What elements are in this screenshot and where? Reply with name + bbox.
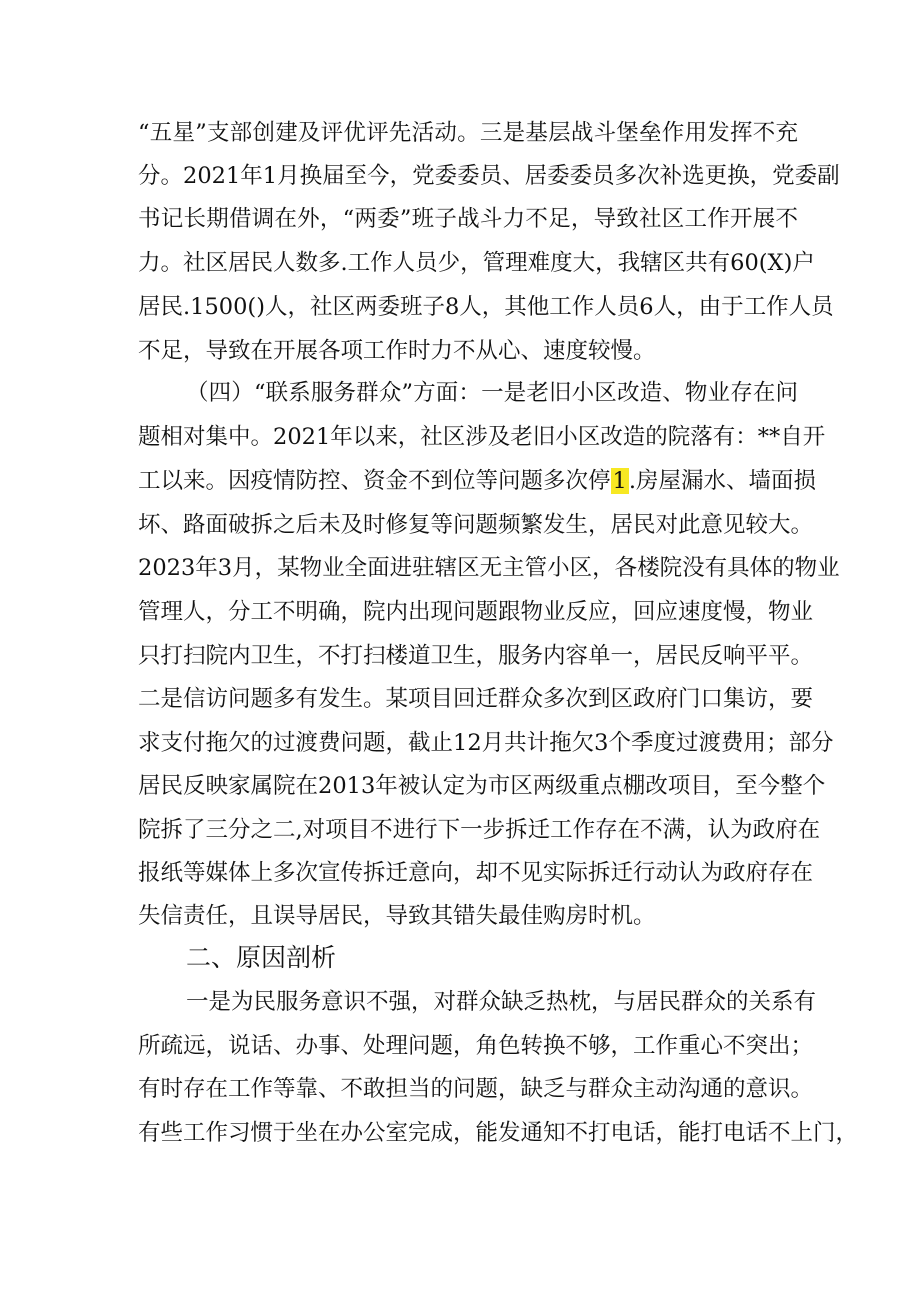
paragraph-line: 分。2021年1月换届至今，党委委员、居委委员多次补选更换，党委副 (138, 163, 840, 189)
paragraph-line: 有时存在工作等靠、不敢担当的问题，缺乏与群众主动沟通的意识。 (138, 1076, 814, 1102)
paragraph-line: 书记长期借调在外，“两委”班子战斗力不足，导致社区工作开展不 (138, 206, 798, 232)
line-text-part: 工以来。因疫情防控、资金不到位等问题多次停 (138, 468, 611, 494)
paragraph-line: 居民反映家属院在2013年被认定为市区两级重点棚改项目，至今整个 (138, 773, 826, 799)
paragraph-line: 居民.1500()人，社区两委班子8人，其他工作人员6人，由于工作人员 (138, 294, 834, 320)
paragraph-line: 一是为民服务意识不强，对群众缺乏热枕，与居民群众的关系有 (186, 989, 817, 1015)
line-text-part: .房屋漏水、墙面损 (628, 468, 816, 494)
paragraph-line: 管理人，分工不明确，院内出现问题跟物业反应，回应速度慢，物业 (138, 599, 814, 625)
paragraph-line: 求支付拖欠的过渡费问题，截止12月共计拖欠3个季度过渡费用；部分 (138, 730, 834, 756)
paragraph-line: 有些工作习惯于坐在办公室完成，能发通知不打电话，能打电话不上门， (138, 1120, 859, 1146)
paragraph-line: 院拆了三分之二,对项目不进行下一步拆迁工作存在不满，认为政府在 (138, 817, 821, 843)
paragraph-line: 只打扫院内卫生，不打扫楼道卫生，服务内容单一，居民反响平平。 (138, 643, 814, 669)
paragraph-line: 报纸等媒体上多次宣传拆迁意向，却不见实际拆迁行动认为政府存在 (138, 860, 814, 886)
paragraph-line: 所疏远，说话、办事、处理问题，角色转换不够，工作重心不突出； (138, 1033, 814, 1059)
section-four-line: （四）“联系服务群众”方面：一是老旧小区改造、物业存在问 (186, 380, 798, 406)
paragraph-line: “五星”支部创建及评优评先活动。三是基层战斗堡垒作用发挥不充 (138, 120, 798, 146)
paragraph-line: 题相对集中。2021年以来，社区涉及老旧小区改造的院落有：**自开 (138, 424, 826, 450)
highlighted-text: 1 (612, 468, 627, 494)
paragraph-line: 不足，导致在开展各项工作时力不从心、速度较慢。 (138, 338, 656, 364)
section-heading: 二、原因剖析 (186, 943, 337, 972)
paragraph-line: 力。社区居民人数多.工作人员少，管理难度大，我辖区共有60(X)户 (138, 250, 815, 276)
paragraph-line: 二是信访问题多有发生。某项目回迁群众多次到区政府门口集访，要 (138, 686, 814, 712)
paragraph-line: 坏、路面破拆之后未及时修复等问题频繁发生，居民对此意见较大。 (138, 512, 814, 538)
paragraph-line-with-highlight (138, 466, 816, 496)
paragraph-line: 失信责任，且误导居民，导致其错失最佳购房时机。 (138, 903, 656, 929)
paragraph-line: 2023年3月，某物业全面进驻辖区无主管小区，各楼院没有具体的物业 (138, 555, 840, 581)
